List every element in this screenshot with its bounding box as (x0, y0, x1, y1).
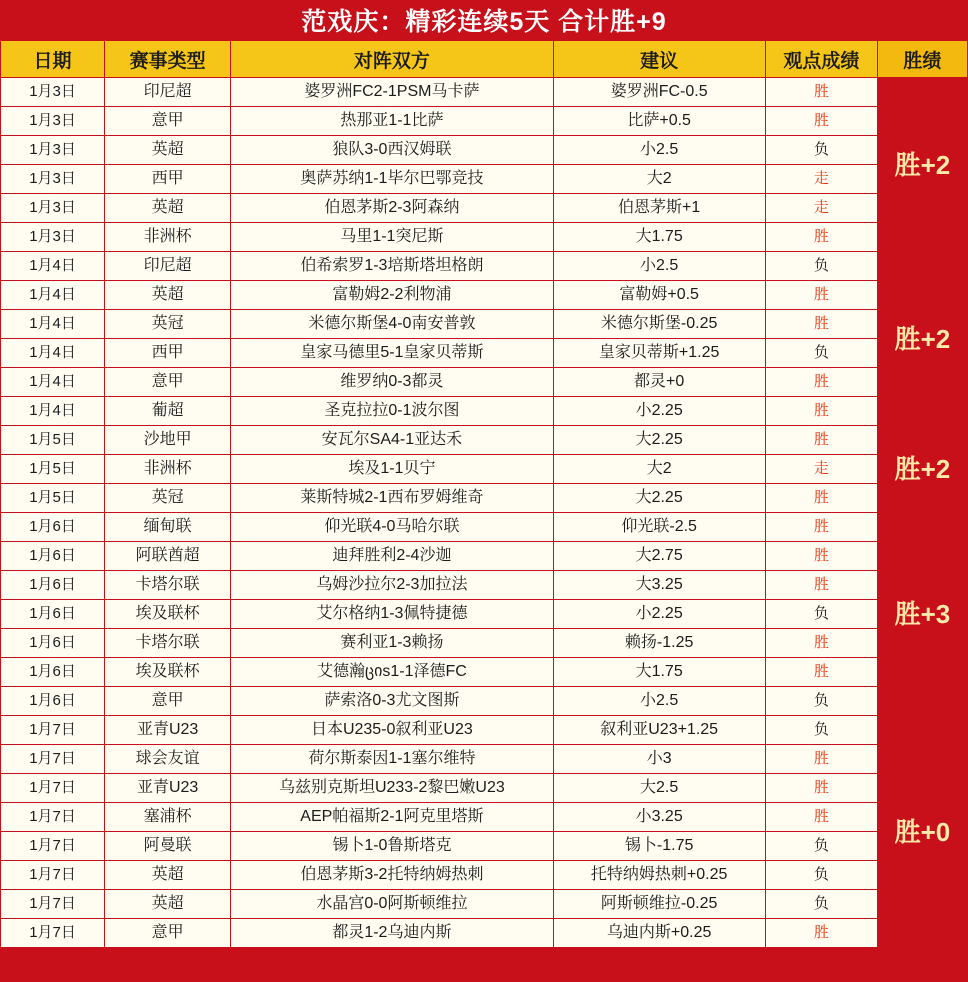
cell-date: 1月7日 (1, 890, 105, 919)
cell-tip: 小3.25 (553, 803, 765, 832)
cell-date: 1月7日 (1, 861, 105, 890)
table-row (1, 600, 968, 629)
cell-league: 缅甸联 (105, 513, 231, 542)
cell-tip: 小2.5 (553, 252, 765, 281)
cell-tip: 富勒姆+0.5 (553, 281, 765, 310)
cell-date: 1月6日 (1, 629, 105, 658)
cell-league: 英超 (105, 136, 231, 165)
cell-date: 1月3日 (1, 223, 105, 252)
cell-tip: 仰光联-2.5 (553, 513, 765, 542)
cell-league: 埃及联杯 (105, 600, 231, 629)
cell-date: 1月7日 (1, 919, 105, 948)
cell-streak: 胜+0 (877, 716, 967, 948)
cell-tip: 大3.25 (553, 571, 765, 600)
cell-tip: 大1.75 (553, 658, 765, 687)
cell-tip: 皇家贝蒂斯+1.25 (553, 339, 765, 368)
table-row (1, 426, 968, 455)
cell-date: 1月5日 (1, 484, 105, 513)
cell-outcome: 胜 (765, 629, 877, 658)
cell-match: 荷尔斯泰因1-1塞尔维特 (231, 745, 553, 774)
cell-match: 赛利亚1-3赖扬 (231, 629, 553, 658)
cell-match: 维罗纳0-3都灵 (231, 368, 553, 397)
cell-outcome: 胜 (765, 78, 877, 107)
cell-match: 热那亚1-1比萨 (231, 107, 553, 136)
cell-outcome: 胜 (765, 571, 877, 600)
cell-league: 西甲 (105, 339, 231, 368)
cell-outcome: 胜 (765, 484, 877, 513)
table-body (1, 78, 968, 948)
cell-outcome: 负 (765, 832, 877, 861)
cell-match: 埃及1-1贝宁 (231, 455, 553, 484)
table-row (1, 165, 968, 194)
cell-league: 埃及联杯 (105, 658, 231, 687)
cell-date: 1月3日 (1, 136, 105, 165)
cell-tip: 小3 (553, 745, 765, 774)
cell-outcome: 胜 (765, 803, 877, 832)
cell-league: 英超 (105, 281, 231, 310)
cell-match: 皇家马德里5-1皇家贝蒂斯 (231, 339, 553, 368)
cell-tip: 锡卜-1.75 (553, 832, 765, 861)
cell-match: 水晶宫0-0阿斯顿维拉 (231, 890, 553, 919)
cell-league: 英超 (105, 194, 231, 223)
cell-outcome: 胜 (765, 281, 877, 310)
cell-tip: 大2 (553, 165, 765, 194)
cell-date: 1月4日 (1, 281, 105, 310)
cell-league: 印尼超 (105, 252, 231, 281)
cell-tip: 比萨+0.5 (553, 107, 765, 136)
cell-match: 乌兹别克斯坦U233-2黎巴嫩U23 (231, 774, 553, 803)
cell-outcome: 胜 (765, 919, 877, 948)
cell-league: 印尼超 (105, 78, 231, 107)
cell-outcome: 胜 (765, 513, 877, 542)
column-header-tip: 建议 (553, 41, 765, 78)
cell-league: 塞浦杯 (105, 803, 231, 832)
table-row (1, 455, 968, 484)
column-header-outcome: 观点成绩 (765, 41, 877, 78)
table-row (1, 368, 968, 397)
cell-league: 卡塔尔联 (105, 571, 231, 600)
cell-streak: 胜+2 (877, 252, 967, 426)
cell-date: 1月5日 (1, 455, 105, 484)
cell-tip: 乌迪内斯+0.25 (553, 919, 765, 948)
table-row (1, 107, 968, 136)
column-header-date: 日期 (1, 41, 105, 78)
cell-outcome: 负 (765, 716, 877, 745)
cell-match: 乌姆沙拉尔2-3加拉法 (231, 571, 553, 600)
cell-outcome: 胜 (765, 223, 877, 252)
cell-date: 1月4日 (1, 252, 105, 281)
cell-league: 英超 (105, 890, 231, 919)
cell-match: 狼队3-0西汉姆联 (231, 136, 553, 165)
cell-league: 亚青U23 (105, 774, 231, 803)
cell-date: 1月6日 (1, 600, 105, 629)
cell-date: 1月6日 (1, 687, 105, 716)
cell-match: 迪拜胜利2-4沙迦 (231, 542, 553, 571)
table-row (1, 658, 968, 687)
cell-outcome: 走 (765, 194, 877, 223)
cell-streak: 胜+2 (877, 78, 967, 252)
cell-league: 非洲杯 (105, 223, 231, 252)
cell-date: 1月6日 (1, 658, 105, 687)
cell-tip: 小2.5 (553, 687, 765, 716)
table-row (1, 194, 968, 223)
cell-date: 1月3日 (1, 194, 105, 223)
cell-tip: 小2.25 (553, 600, 765, 629)
cell-league: 卡塔尔联 (105, 629, 231, 658)
cell-match: 婆罗洲FC2-1PSM马卡萨 (231, 78, 553, 107)
cell-match: 萨索洛0-3尤文图斯 (231, 687, 553, 716)
cell-match: 莱斯特城2-1西布罗姆维奇 (231, 484, 553, 513)
cell-league: 意甲 (105, 687, 231, 716)
cell-outcome: 负 (765, 600, 877, 629)
cell-tip: 大2.5 (553, 774, 765, 803)
cell-tip: 大1.75 (553, 223, 765, 252)
cell-outcome: 负 (765, 252, 877, 281)
cell-outcome: 胜 (765, 310, 877, 339)
cell-match: 马里1-1突尼斯 (231, 223, 553, 252)
cell-date: 1月7日 (1, 745, 105, 774)
cell-league: 阿曼联 (105, 832, 231, 861)
table-row (1, 223, 968, 252)
table-row (1, 571, 968, 600)
table-row (1, 890, 968, 919)
cell-match: 艾尔格纳1-3佩特捷德 (231, 600, 553, 629)
cell-match: 日本U235-0叙利亚U23 (231, 716, 553, 745)
cell-outcome: 负 (765, 890, 877, 919)
cell-league: 意甲 (105, 368, 231, 397)
cell-match: 米德尔斯堡4-0南安普敦 (231, 310, 553, 339)
cell-league: 西甲 (105, 165, 231, 194)
cell-league: 亚青U23 (105, 716, 231, 745)
cell-date: 1月6日 (1, 542, 105, 571)
cell-tip: 大2.25 (553, 484, 765, 513)
cell-league: 意甲 (105, 107, 231, 136)
cell-outcome: 走 (765, 165, 877, 194)
cell-outcome: 负 (765, 339, 877, 368)
cell-tip: 小2.25 (553, 397, 765, 426)
cell-league: 葡超 (105, 397, 231, 426)
cell-date: 1月5日 (1, 426, 105, 455)
cell-tip: 婆罗洲FC-0.5 (553, 78, 765, 107)
table-row (1, 339, 968, 368)
cell-tip: 小2.5 (553, 136, 765, 165)
table-row (1, 716, 968, 745)
table-row (1, 745, 968, 774)
cell-tip: 叙利亚U23+1.25 (553, 716, 765, 745)
cell-match: 都灵1-2乌迪内斯 (231, 919, 553, 948)
cell-outcome: 胜 (765, 107, 877, 136)
table-row (1, 774, 968, 803)
cell-match: 伯恩茅斯3-2托特纳姆热刺 (231, 861, 553, 890)
page-title: 范戏庆：精彩连续5天 合计胜+9 (301, 8, 667, 36)
table-row (1, 832, 968, 861)
cell-tip: 大2.75 (553, 542, 765, 571)
cell-outcome: 胜 (765, 542, 877, 571)
cell-match: 富勒姆2-2利物浦 (231, 281, 553, 310)
cell-outcome: 胜 (765, 745, 877, 774)
table-row (1, 542, 968, 571)
cell-tip: 都灵+0 (553, 368, 765, 397)
cell-league: 球会友谊 (105, 745, 231, 774)
cell-date: 1月4日 (1, 339, 105, 368)
cell-match: 仰光联4-0马哈尔联 (231, 513, 553, 542)
cell-outcome: 负 (765, 687, 877, 716)
cell-league: 英超 (105, 861, 231, 890)
table-row (1, 78, 968, 107)
table-row (1, 513, 968, 542)
table-header (1, 41, 968, 78)
cell-outcome: 负 (765, 136, 877, 165)
cell-date: 1月3日 (1, 78, 105, 107)
cell-streak: 胜+2 (877, 426, 967, 513)
cell-league: 阿联酋超 (105, 542, 231, 571)
cell-tip: 赖扬-1.25 (553, 629, 765, 658)
cell-date: 1月6日 (1, 513, 105, 542)
cell-date: 1月6日 (1, 571, 105, 600)
table-row (1, 629, 968, 658)
cell-outcome: 走 (765, 455, 877, 484)
cell-date: 1月4日 (1, 368, 105, 397)
cell-date: 1月7日 (1, 803, 105, 832)
table-row (1, 397, 968, 426)
cell-league: 英冠 (105, 310, 231, 339)
table-row (1, 687, 968, 716)
cell-streak: 胜+3 (877, 513, 967, 716)
cell-date: 1月7日 (1, 774, 105, 803)
column-header-league: 赛事类型 (105, 41, 231, 78)
column-header-match: 对阵双方 (231, 41, 553, 78)
column-header-streak: 胜绩 (877, 41, 967, 78)
predictions-table (0, 40, 968, 948)
cell-tip: 伯恩茅斯+1 (553, 194, 765, 223)
cell-match: 圣克拉拉0-1波尔图 (231, 397, 553, 426)
cell-match: 奥萨苏纳1-1毕尔巴鄂竞技 (231, 165, 553, 194)
table-row (1, 310, 968, 339)
cell-tip: 托特纳姆热刺+0.25 (553, 861, 765, 890)
cell-match: AEP帕福斯2-1阿克里塔斯 (231, 803, 553, 832)
cell-match: 伯恩茅斯2-3阿森纳 (231, 194, 553, 223)
cell-date: 1月4日 (1, 310, 105, 339)
cell-outcome: 胜 (765, 658, 877, 687)
cell-date: 1月3日 (1, 107, 105, 136)
cell-match: 安瓦尔SA4-1亚达禾 (231, 426, 553, 455)
title-bar (0, 0, 968, 40)
cell-league: 非洲杯 (105, 455, 231, 484)
cell-outcome: 胜 (765, 368, 877, 397)
cell-tip: 阿斯顿维拉-0.25 (553, 890, 765, 919)
cell-outcome: 胜 (765, 774, 877, 803)
cell-date: 1月7日 (1, 716, 105, 745)
table-row (1, 136, 968, 165)
cell-tip: 大2.25 (553, 426, 765, 455)
cell-match: 艾德瀚ციs1-1泽德FC (231, 658, 553, 687)
cell-outcome: 负 (765, 861, 877, 890)
cell-outcome: 胜 (765, 426, 877, 455)
cell-outcome: 胜 (765, 397, 877, 426)
cell-match: 伯希索罗1-3培斯塔坦格朗 (231, 252, 553, 281)
table-row (1, 803, 968, 832)
cell-date: 1月3日 (1, 165, 105, 194)
cell-league: 意甲 (105, 919, 231, 948)
table-row (1, 919, 968, 948)
table-row (1, 861, 968, 890)
table-row (1, 252, 968, 281)
cell-league: 沙地甲 (105, 426, 231, 455)
cell-tip: 大2 (553, 455, 765, 484)
cell-date: 1月7日 (1, 832, 105, 861)
cell-tip: 米德尔斯堡-0.25 (553, 310, 765, 339)
table-row (1, 484, 968, 513)
header-row (1, 41, 968, 78)
cell-match: 锡卜1-0鲁斯塔克 (231, 832, 553, 861)
table-row (1, 281, 968, 310)
cell-date: 1月4日 (1, 397, 105, 426)
cell-league: 英冠 (105, 484, 231, 513)
